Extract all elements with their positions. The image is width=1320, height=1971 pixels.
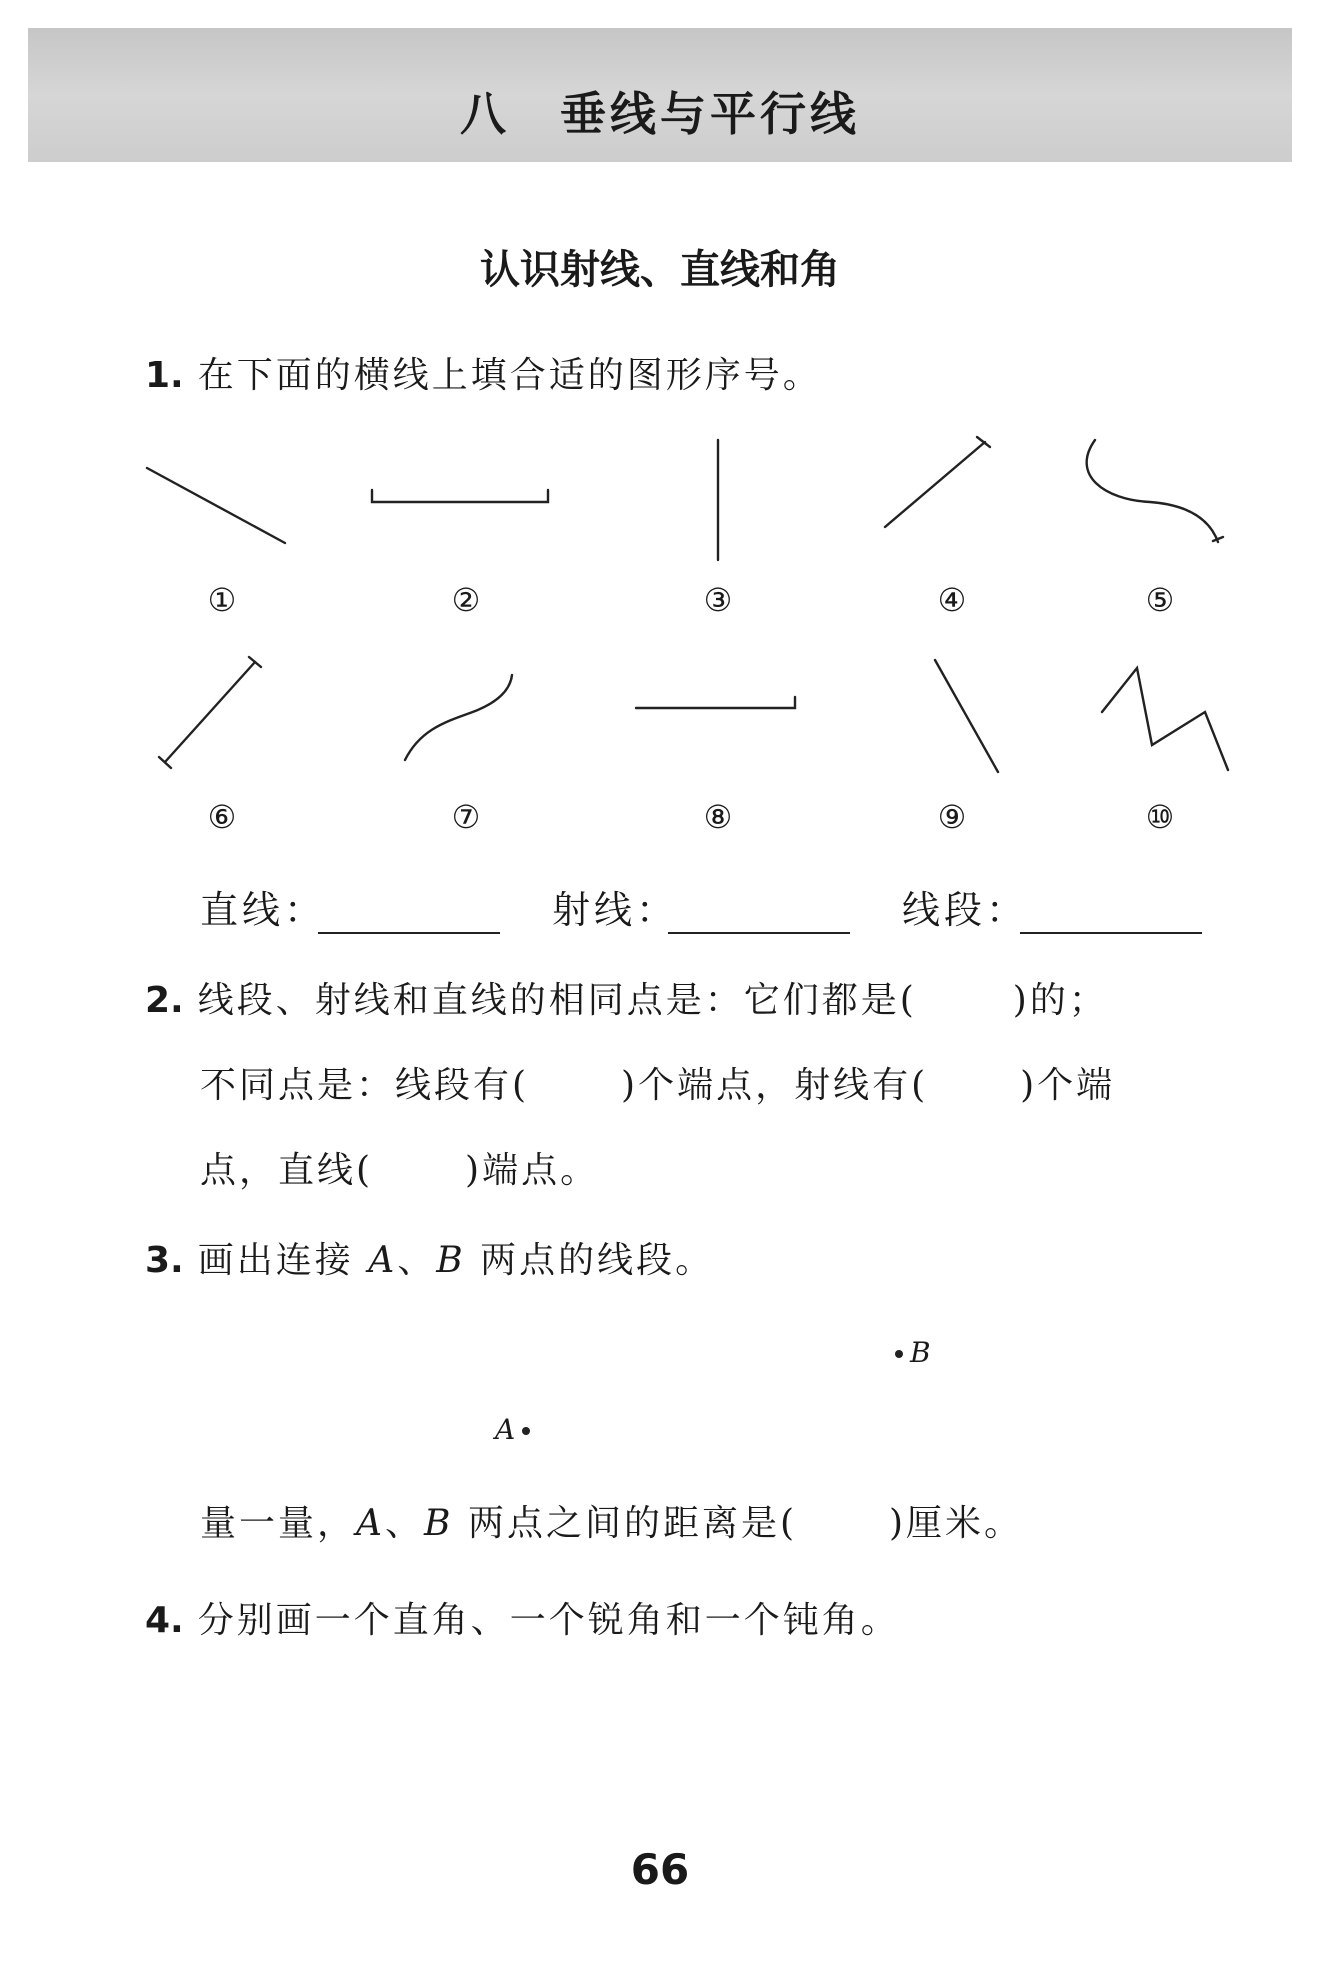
question-number: 1.: [145, 355, 184, 396]
figure-label-10: ⑩: [1145, 798, 1175, 836]
ray-answer-blank[interactable]: [668, 932, 850, 934]
figure-label-1: ①: [207, 581, 237, 619]
segment-answer-blank[interactable]: [1020, 932, 1202, 934]
figure-10-shape: [1102, 668, 1228, 770]
q3-point-b-name: B: [436, 1240, 466, 1281]
q2-text-3b: )端点。: [465, 1150, 600, 1191]
question-2-line-3: [200, 1145, 599, 1197]
question-number: 3.: [145, 1240, 184, 1281]
question-2-line-1: [145, 975, 1108, 1027]
segment-answer-label: 线段：: [902, 888, 1029, 932]
figure-label-2: ②: [451, 581, 481, 619]
q3-point-a-name: A: [368, 1240, 398, 1281]
question-4: [145, 1595, 900, 1647]
figure-4-endpoint: [977, 437, 990, 447]
q2-text-2b: )个端点，射线有(: [621, 1065, 929, 1106]
q3-measure-a: 量一量，: [200, 1503, 357, 1544]
figure-1-shape: [147, 468, 285, 543]
figure-label-6: ⑥: [207, 798, 237, 836]
q3-measure-point-b: B: [424, 1503, 454, 1544]
question-3: [145, 1235, 714, 1287]
question-text: 分别画一个直角、一个锐角和一个钝角。: [197, 1600, 900, 1641]
q2-text-1a: 线段、射线和直线的相同点是：它们都是(: [197, 980, 917, 1021]
q2-text-3a: 点，直线(: [200, 1150, 374, 1191]
question-2-line-2: [200, 1060, 1115, 1112]
point-b-label: B: [910, 1336, 931, 1369]
q3-sep: 、: [397, 1240, 437, 1281]
q3-measure-b: 两点之间的距离是(: [467, 1503, 797, 1544]
figure-6-shape: [165, 662, 255, 762]
figure-9-shape: [935, 660, 998, 772]
question-number: 2.: [145, 980, 184, 1021]
q3-text-b: 两点的线段。: [480, 1240, 715, 1281]
q3-text-a: 画出连接: [197, 1240, 354, 1281]
figure-5-shape: [1087, 440, 1218, 542]
figure-2-shape: [372, 490, 548, 502]
figure-label-9: ⑨: [937, 798, 967, 836]
point-b-dot: [895, 1350, 903, 1358]
chapter-title: 八 垂线与平行线: [460, 87, 860, 141]
figure-label-3: ③: [703, 581, 733, 619]
figure-label-7: ⑦: [451, 798, 481, 836]
question-3-measure: [200, 1498, 1023, 1550]
page-number: 66: [630, 1845, 690, 1894]
point-a-dot: [522, 1427, 530, 1435]
ray-answer-label: 射线：: [552, 888, 679, 932]
point-a-label: A: [495, 1413, 516, 1446]
figure-label-4: ④: [937, 581, 967, 619]
line-answer-label: 直线：: [200, 888, 327, 932]
q2-text-1b: )的；: [1012, 980, 1108, 1021]
q2-text-2a: 不同点是：线段有(: [200, 1065, 530, 1106]
figure-label-8: ⑧: [703, 798, 733, 836]
q3-measure-point-a: A: [356, 1503, 386, 1544]
q2-text-2c: )个端: [1020, 1065, 1116, 1106]
section-title: 认识射线、直线和角: [480, 247, 840, 293]
q3-measure-sep: 、: [385, 1503, 425, 1544]
figure-label-5: ⑤: [1145, 581, 1175, 619]
angle-drawing-area[interactable]: [145, 1660, 1225, 1810]
figure-4-shape: [885, 442, 985, 527]
figure-8-shape: [636, 697, 795, 708]
question-number: 4.: [145, 1600, 184, 1641]
question-text: 在下面的横线上填合适的图形序号。: [197, 355, 822, 396]
line-answer-blank[interactable]: [318, 932, 500, 934]
figure-7-shape: [405, 675, 512, 760]
q3-measure-c: )厘米。: [889, 1503, 1024, 1544]
